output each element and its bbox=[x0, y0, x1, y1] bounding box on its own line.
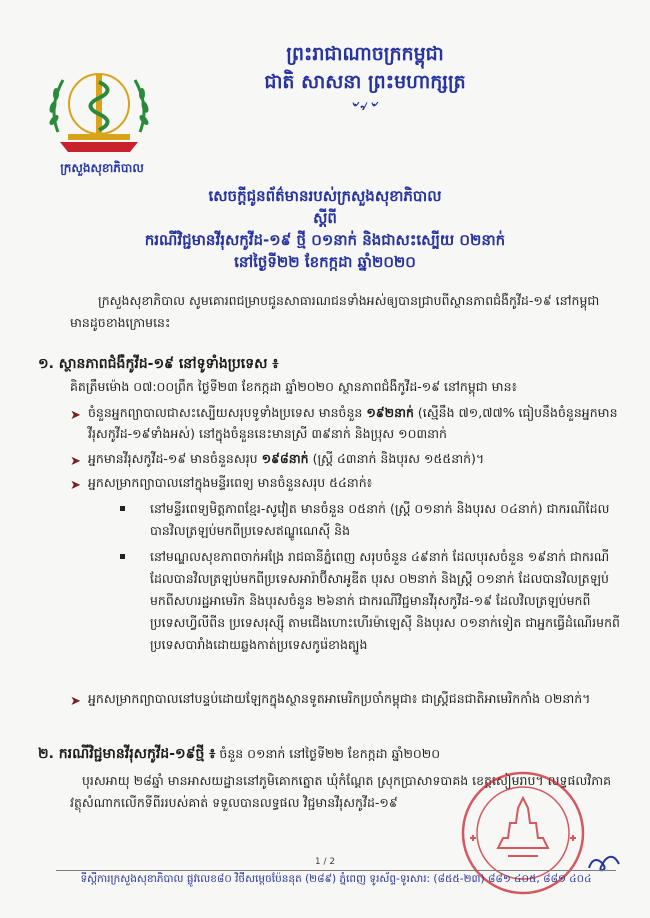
arrow-bullet-icon: ➤ bbox=[70, 478, 81, 493]
footer-address: ទីស្តីការក្រសួងសុខាភិបាល ផ្លូវលេខ៨០ វិថីសម្តេចប៉ែននុត (២៨៩) ភ្នំពេញ ទូរស័ព្ទ-ទូរសារ: (៨៥៥-២៣) ៨៨១ ៤០៥, ៨៨១ ៤០៤ bbox=[80, 873, 592, 885]
bullet-bold-value: ១៩៨នាក់ bbox=[261, 451, 309, 466]
title-line-4: នៅថ្ងៃទី២២ ខែកក្កដា ឆ្នាំ២០២០ bbox=[234, 253, 416, 271]
bullet-text: អ្នកសម្រាកព្យាបាលនៅក្នុងមន្ទីរពេទ្យ មានចំនួនសរុប ៥៤នាក់៖ bbox=[88, 475, 373, 490]
bullet-text: (ស្មើនឹង ៧១,៧៧% ធៀបនឹងចំនួនអ្នកមានវីរុសកូវីដ-១៩ទាំងអស់) នៅក្នុងចំនួននេះមានស្រី ៣៩នាក់ និងប្រុស ១០៣នាក់ bbox=[88, 405, 618, 441]
kingdom-title: ព្រះរាជាណាចក្រកម្ពុជា bbox=[286, 43, 444, 65]
list-item bbox=[70, 472, 622, 493]
arrow-bullet-icon: ➤ bbox=[70, 408, 81, 423]
sub-list-item bbox=[120, 498, 622, 542]
section-2-title: ២. ករណីវិជ្ជមានវីរុសកូវីដ-១៩ថ្មី ៖ bbox=[38, 746, 216, 762]
arrow-bullet-icon: ➤ bbox=[70, 694, 81, 709]
title-line-1: សេចក្តីជូនព័ត៌មានរបស់ក្រសួងសុខាភិបាល bbox=[208, 187, 442, 205]
bullet-text: អ្នកមានវីរុសកូវីដ-១៩ មានចំនួនសរុប bbox=[88, 451, 262, 466]
press-release-title bbox=[60, 185, 590, 273]
section-2-heading bbox=[38, 744, 440, 765]
bullet-bold-value: ១៩២នាក់ bbox=[366, 405, 414, 420]
square-bullet-icon bbox=[120, 554, 125, 559]
nation-religion-king: ជាតិ សាសនា ព្រះមហាក្សត្រ bbox=[264, 71, 466, 93]
as-of-statement: គិតត្រឹមម៉ោង ០៧:០០ព្រឹក ថ្ងៃទី២៣ ខែកក្កដា ឆ្នាំ២០២០ ស្ថានភាពជំងឺកូវីដ-១៩ នៅកម្ពុជា មាន៖ bbox=[70, 379, 517, 394]
section-2-date: ចំនួន ០១នាក់ នៅថ្ងៃទី២២ ខែកក្កដា ឆ្នាំ២០២០ bbox=[215, 746, 441, 761]
bullet-text: (ស្ត្រី ៤៣នាក់ និងបុរស ១៥៥នាក់)។ bbox=[308, 451, 485, 466]
square-bullet-icon bbox=[120, 506, 125, 511]
section-1-heading: ១. ស្ថានភាពជំងឺកូវីដ-១៩ នៅទូទាំងប្រទេស ៖ bbox=[38, 356, 279, 372]
case-description: បុរសអាយុ ២៨ឆ្នាំ មានអាសយដ្ឋាននៅភូមិគោកត្នោត ឃុំកំណ្តែត ស្រុកប្រាសាទបាគង ខេត្តសៀមរាប។ លទ្ធផលវិភាគវត្ថុសំណាកលើកទីពីររបស់គាត់ ទទួលបានលទ្ធផល វិជ្ជមានវីរុសកូវីដ-១៩ bbox=[70, 773, 612, 810]
header-ornament: ৺৵৺ bbox=[350, 99, 380, 113]
list-item bbox=[70, 448, 622, 469]
bullet-text: ចំនួនអ្នកព្យាបាលជាសះស្បើយសរុបទូទាំងប្រទេស មានចំនួន bbox=[88, 405, 367, 420]
sub-bullet-text: នៅមណ្ឌលសុខភាពចាក់អង្រែ រាជធានីភ្នំពេញ សរុបចំនួន ៤៩នាក់ ដែលបុរសចំនួន ១៩នាក់ ជាករណីដែលបានវិលត្រឡប់មកពីប្រទេសអារ៉ាប៊ីសាអូឌីត បុរស ០២នាក់ និងស្ត្រី ០១នាក់ ដែលបានវិលត្រឡប់មកពីសហរដ្ឋអាមេរិក និងបុរសចំនួន ២៦នាក់ ជាករណីវិជ្ជមានវីរុសកូវីដ-១៩ ដែលវិលត្រឡប់មកពីប្រទេសហ្វីលីពីន ប្រទេសរុស្ស៊ី តាមជើងហោះហើរម៉ាឡេស៊ី និងបុរស ០១នាក់ទៀត ជាអ្នកធ្វើដំណើរមកពីប្រទេសបារាំងដោយឆ្លងកាត់ប្រទេសកូរ៉េខាងត្បូង bbox=[150, 549, 620, 652]
list-item bbox=[70, 402, 622, 444]
kingdom-header bbox=[200, 42, 530, 114]
bullet-text: អ្នកសម្រាកព្យាបាលនៅបន្ទប់ដោយឡែកក្នុងស្ថានទូតអាមេរិកប្រចាំកម្ពុជា៖ ជាស្ត្រីជនជាតិអាមេរិកកាំង ០២នាក់។ bbox=[88, 691, 591, 706]
sub-bullet-text: នៅមន្ទីរពេទ្យមិត្តភាពខ្មែរ-សូវៀត មានចំនួន ០៥នាក់ (ស្ត្រី ០១នាក់ និងបុរស ០៤នាក់) ជាករណីដែលបានវិលត្រឡប់មកពីប្រទេសឥណ្ឌូណេស៊ី និង bbox=[150, 501, 610, 538]
title-line-2: ស្តីពី bbox=[313, 209, 337, 227]
title-line-3: ករណីវិជ្ជមានវីរុសកូវីដ-១៩ ថ្មី ០១នាក់ និងជាសះស្បើយ ០២នាក់ bbox=[144, 231, 506, 249]
arrow-bullet-icon: ➤ bbox=[70, 454, 81, 469]
list-item bbox=[70, 688, 622, 709]
intro-paragraph: ក្រសួងសុខាភិបាល សូមគោរពជម្រាបជូនសាធារណជនទាំងអស់ឲ្យបានជ្រាបពីស្ថានភាពជំងឺកូវីដ-១៩ នៅកម្ពុជា មានដូចខាងក្រោមនេះ bbox=[70, 293, 600, 330]
footer-divider bbox=[56, 870, 616, 871]
sub-list-item bbox=[120, 546, 622, 656]
ministry-logo-label: ក្រសួងសុខាភិបាល bbox=[60, 161, 144, 175]
page-number: 1 / 2 bbox=[314, 857, 336, 867]
ministry-of-health-logo bbox=[38, 62, 160, 162]
